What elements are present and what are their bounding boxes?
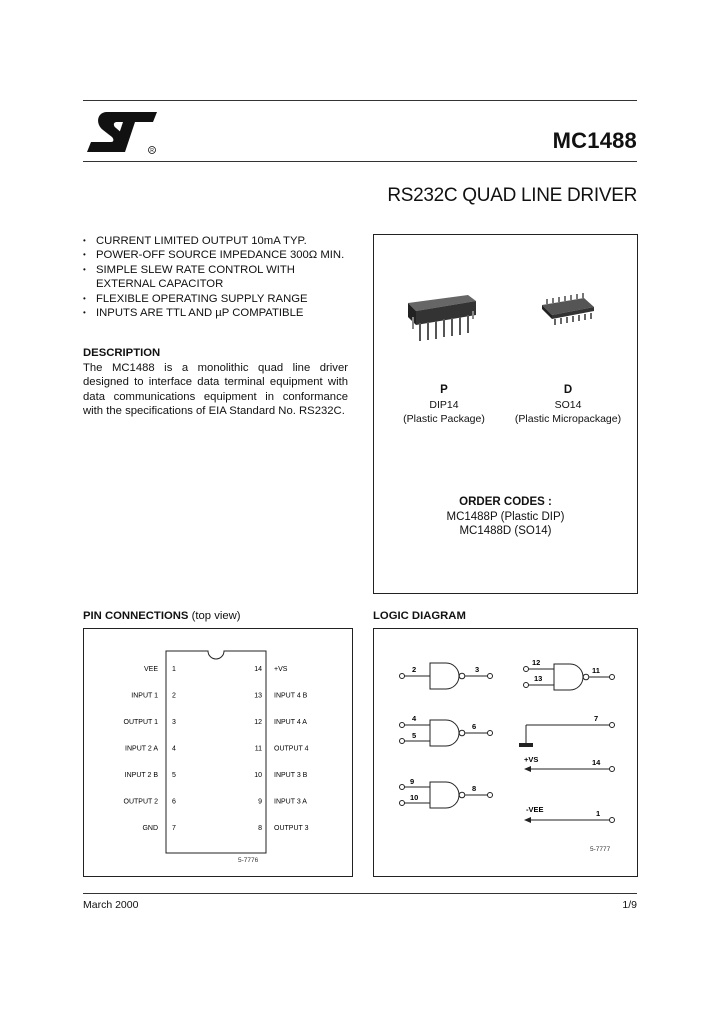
feature-item: • FLEXIBLE OPERATING SUPPLY RANGE (83, 292, 308, 305)
gate4-in-pin-a: 9 (410, 777, 415, 786)
pin-number-right: 14 (254, 666, 262, 673)
feature-item: • CURRENT LIMITED OUTPUT 10mA TYP. (83, 235, 307, 247)
vs-pin: 14 (592, 758, 601, 767)
so14-package-image (538, 293, 600, 333)
pin-label-right: OUTPUT 3 (274, 825, 309, 832)
pin-label-right: INPUT 4 A (274, 719, 307, 726)
pin-number-left: 3 (172, 719, 176, 726)
vee-connection (524, 805, 615, 823)
order-code-dip: MC1488P (Plastic DIP) (446, 510, 565, 523)
pin-label-left: GND (142, 825, 158, 832)
gate4-in-pin-b: 10 (410, 793, 419, 802)
footer-date: March 2000 (83, 899, 139, 911)
pin-diagram (84, 629, 352, 876)
pin-label-left: INPUT 2 B (124, 772, 158, 779)
ground-icon (519, 743, 533, 747)
gate3-in-pin-b: 5 (412, 731, 417, 740)
bullet-icon: • (83, 293, 86, 303)
gate1-in-pin: 2 (412, 665, 417, 674)
order-code-so: MC1488D (SO14) (459, 525, 552, 537)
gnd-connection (519, 714, 615, 747)
order-codes-heading: ORDER CODES : (459, 496, 552, 508)
dip-code: P (440, 384, 448, 396)
pin-number-right: 11 (254, 745, 262, 753)
gnd-pin: 7 (594, 714, 599, 723)
pin-label-left: VEE (143, 666, 158, 673)
pin-label-left: OUTPUT 1 (123, 719, 158, 726)
gate3-out-pin: 6 (472, 722, 477, 731)
vs-connection (524, 755, 615, 772)
logic-diagram (374, 629, 637, 876)
st-logo (83, 108, 161, 158)
top-rule (83, 100, 637, 101)
pin-label-right: +VS (274, 666, 288, 673)
so-type: (Plastic Micropackage) (514, 413, 622, 425)
pin-number-left: 2 (172, 692, 176, 700)
pin-label-right: OUTPUT 4 (274, 745, 309, 753)
order-codes (374, 495, 637, 539)
dip14-package-image (402, 289, 482, 345)
pin-number-right: 10 (254, 772, 262, 779)
dip-package-label (392, 383, 496, 427)
pin-number-right: 8 (258, 825, 262, 832)
part-number: MC1488 (552, 128, 637, 153)
vee-pin: 1 (596, 809, 601, 818)
footer-page: 1/9 (622, 899, 637, 911)
vee-label: -VEE (526, 805, 544, 814)
gate2-in-pin-a: 12 (532, 658, 541, 667)
pin-diagram-ref: 5-7776 (238, 857, 259, 864)
so-code: D (563, 384, 573, 396)
pin-label-left: INPUT 2 A (125, 745, 158, 753)
description-heading: DESCRIPTION (83, 347, 161, 359)
gate-4 (400, 777, 493, 808)
gate-1 (400, 663, 493, 689)
bullet-icon: • (83, 236, 86, 245)
feature-item: • SIMPLE SLEW RATE CONTROL WITH EXTERNAL CAPACITOR (83, 263, 295, 291)
logic-diagram-ref: 5-7777 (590, 846, 611, 853)
logic-diagram-heading: LOGIC DIAGRAM (373, 610, 466, 622)
pin-number-left: 5 (172, 772, 176, 779)
gate4-out-pin: 8 (472, 784, 477, 793)
feature-list (83, 234, 353, 320)
gate-2 (524, 658, 615, 690)
description-text: The MC1488 is a monolithic quad line driver designed to interface data terminal equipment with data communications equipment in conformance with the specifications of EIA Standard No. RS232C. (83, 362, 348, 418)
arrow-left-icon (524, 766, 531, 772)
bullet-icon: • (83, 308, 86, 318)
header-rule (83, 161, 637, 162)
bullet-icon: • (83, 250, 86, 260)
pin-connections-heading: PIN CONNECTIONS (top view) (83, 610, 241, 622)
gate-3 (400, 714, 493, 746)
pin-number-left: 1 (172, 666, 176, 673)
feature-item: • INPUTS ARE TTL AND µP COMPATIBLE (83, 307, 304, 320)
pin-number-right: 13 (254, 692, 262, 700)
pin-number-right: 12 (254, 719, 262, 726)
so-name: SO14 (554, 398, 582, 411)
dip-type: (Plastic Package) (403, 413, 485, 425)
pin-label-right: INPUT 4 B (274, 692, 308, 700)
pin-number-left: 4 (172, 745, 176, 753)
gate1-out-pin: 3 (475, 665, 480, 674)
pin-number-left: 7 (172, 825, 176, 832)
arrow-left-icon (524, 817, 531, 823)
gate2-in-pin-b: 13 (534, 674, 543, 683)
pin-label-right: INPUT 3 A (274, 798, 307, 806)
pin-number-right: 9 (258, 798, 262, 806)
dip-name: DIP14 (429, 398, 459, 411)
footer-rule (83, 893, 637, 894)
svg-text:R: R (150, 148, 154, 154)
package-box (373, 234, 638, 594)
vs-label: +VS (524, 755, 539, 764)
pin-label-right: INPUT 3 B (274, 772, 308, 779)
so-package-label (510, 383, 626, 427)
gate2-out-pin: 11 (592, 666, 600, 675)
feature-item: • POWER-OFF SOURCE IMPEDANCE 300Ω MIN. (83, 249, 345, 262)
pin-connections-box (83, 628, 353, 877)
document-title: RS232C QUAD LINE DRIVER (387, 185, 637, 206)
logic-diagram-box (373, 628, 638, 877)
bullet-icon: • (83, 264, 86, 274)
pin-label-left: INPUT 1 (131, 692, 158, 700)
pin-number-left: 6 (172, 798, 176, 806)
pin-label-left: OUTPUT 2 (123, 798, 158, 806)
gate3-in-pin-a: 4 (412, 714, 417, 723)
